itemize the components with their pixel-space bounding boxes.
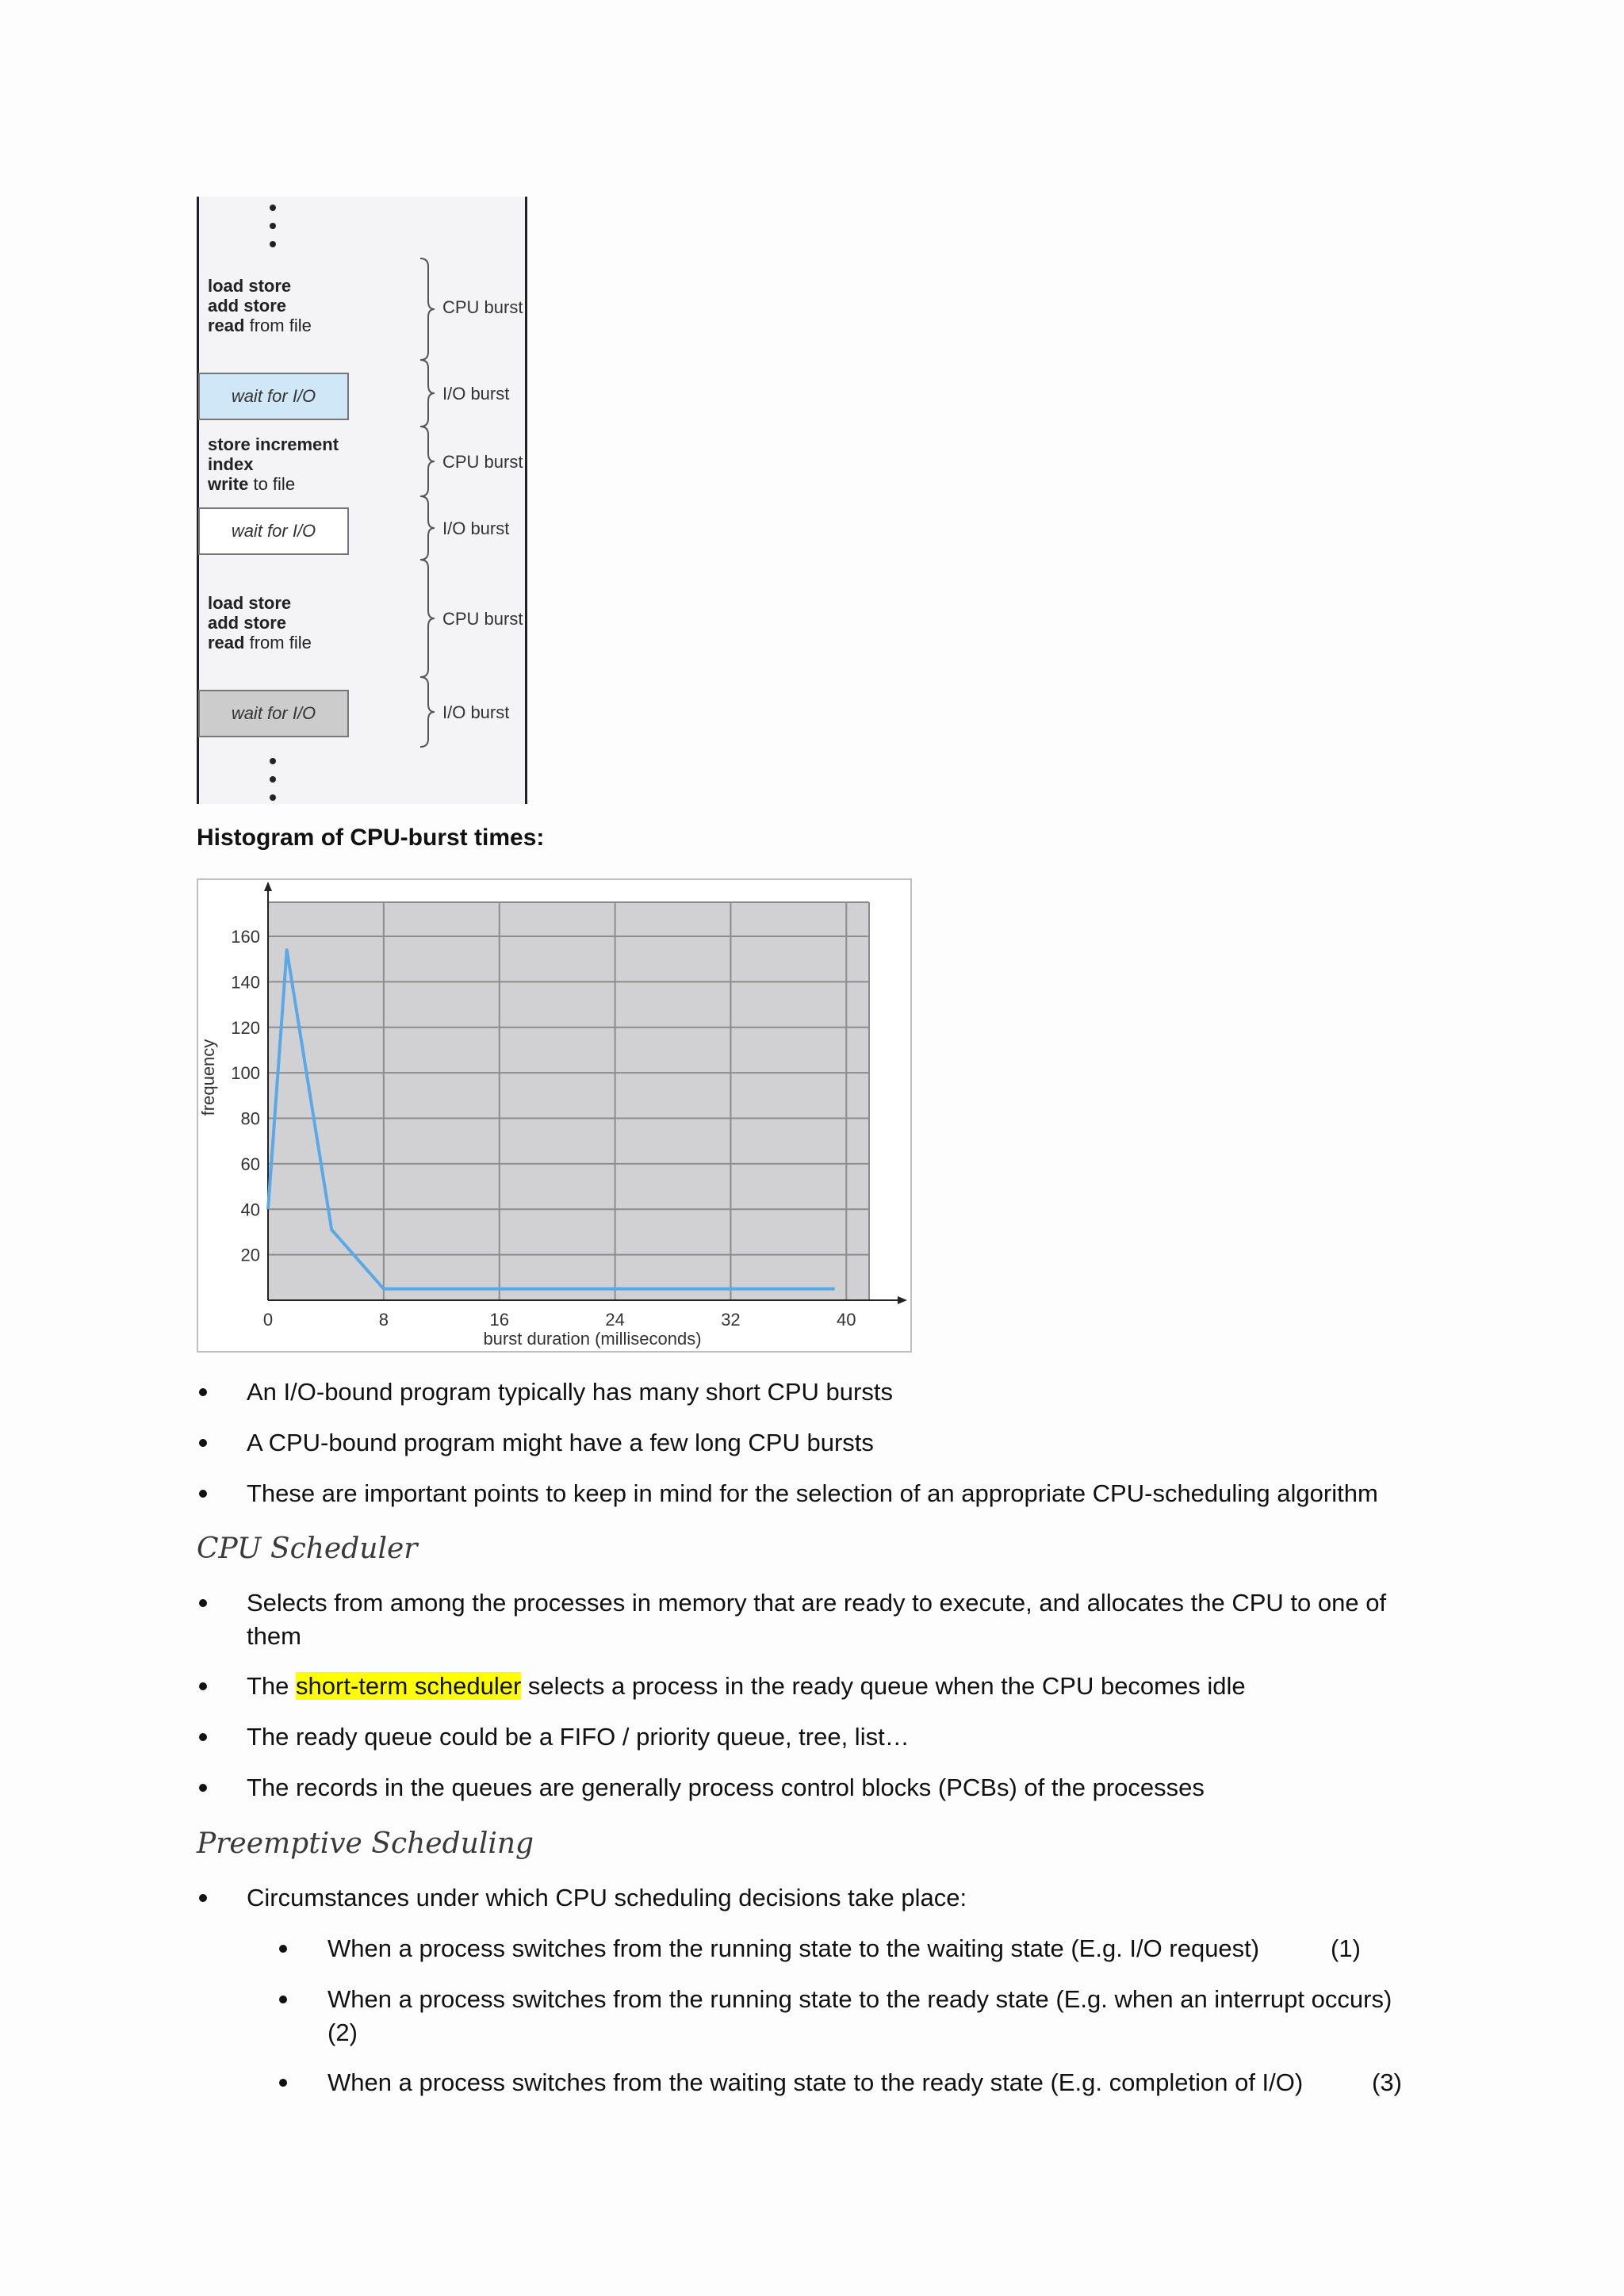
brace-cpu-burst-2 bbox=[420, 427, 435, 496]
highlighted-term: short-term scheduler bbox=[296, 1672, 522, 1700]
instr-text: from file bbox=[244, 633, 312, 652]
bullet-dot bbox=[199, 1733, 207, 1741]
sub-bullet-dot bbox=[279, 1945, 287, 1953]
heading-preemptive-scheduling: Preemptive Scheduling bbox=[197, 1827, 534, 1860]
x-tick-label: 0 bbox=[262, 1310, 274, 1330]
instr-text: write bbox=[208, 474, 249, 494]
bullet-io-bound: An I/O-bound program typically has many short CPU bursts bbox=[247, 1378, 893, 1406]
burst-label-5: CPU burst bbox=[442, 609, 523, 629]
histogram-title: Histogram of CPU-burst times: bbox=[197, 825, 545, 851]
bullet-dot bbox=[199, 1439, 207, 1447]
brace-cpu-burst-1 bbox=[420, 258, 435, 360]
y-tick-label: 140 bbox=[231, 972, 260, 993]
bullet-dot bbox=[199, 1784, 207, 1792]
histogram-plot bbox=[198, 880, 910, 1351]
instr-text: add store bbox=[208, 613, 287, 633]
y-tick-label: 100 bbox=[231, 1063, 260, 1084]
x-tick-label: 24 bbox=[605, 1310, 625, 1330]
brace-io-burst-2 bbox=[420, 496, 435, 560]
bullet-circumstances: Circumstances under which CPU scheduling decisions take place: bbox=[247, 1884, 967, 1911]
burst-label-6: I/O burst bbox=[442, 702, 510, 722]
case-number-1: (1) bbox=[1331, 1934, 1361, 1962]
text-run: The bbox=[247, 1672, 297, 1700]
bullet-dot bbox=[199, 1894, 207, 1902]
sub-bullet-dot bbox=[279, 1996, 287, 2003]
bullet-dot bbox=[199, 1490, 207, 1498]
cpu-io-burst-diagram bbox=[197, 197, 530, 806]
sub-bullet-running-to-waiting: When a process switches from the running state to the waiting state (E.g. I/O request) bbox=[327, 1934, 1260, 1962]
instr-text: store increment bbox=[208, 434, 339, 454]
instr-text: load store bbox=[208, 593, 292, 613]
x-axis-label: burst duration (milliseconds) bbox=[483, 1329, 702, 1349]
instr-text: read bbox=[208, 316, 245, 335]
sub-bullet-running-to-ready-line-2: (2) bbox=[327, 2019, 358, 2046]
sub-bullet-dot bbox=[279, 2079, 287, 2087]
bullet-short-term-scheduler bbox=[247, 1670, 1246, 1703]
y-axis-label: frequency bbox=[198, 1039, 218, 1116]
burst-label-1: CPU burst bbox=[442, 297, 523, 317]
x-tick-label: 32 bbox=[721, 1310, 741, 1330]
instr-text: load store bbox=[208, 276, 292, 296]
y-axis-arrow bbox=[264, 882, 272, 891]
brace-cpu-burst-3 bbox=[420, 560, 435, 677]
burst-label-2: I/O burst bbox=[442, 384, 510, 404]
wait-for-io-box-1: wait for I/O bbox=[198, 373, 349, 420]
x-tick-label: 8 bbox=[378, 1310, 389, 1330]
instr-text: read bbox=[208, 633, 245, 652]
bullet-selects-line-2: them bbox=[247, 1622, 301, 1650]
instr-text: add store bbox=[208, 296, 287, 316]
y-tick-label: 120 bbox=[231, 1017, 260, 1038]
instr-text: index bbox=[208, 454, 254, 474]
cpu-burst-histogram bbox=[197, 878, 912, 1353]
text-run: selects a process in the ready queue when the CPU becomes idle bbox=[521, 1672, 1246, 1700]
y-tick-label: 40 bbox=[240, 1200, 260, 1220]
instr-text: from file bbox=[244, 316, 312, 335]
case-number-3: (3) bbox=[1372, 2068, 1402, 2096]
wait-for-io-box-2: wait for I/O bbox=[198, 507, 349, 555]
y-tick-label: 80 bbox=[240, 1108, 260, 1129]
y-tick-label: 160 bbox=[231, 927, 260, 947]
bullet-cpu-bound: A CPU-bound program might have a few long CPU bursts bbox=[247, 1429, 874, 1456]
y-tick-label: 60 bbox=[240, 1154, 260, 1174]
sub-bullet-running-to-ready-line-1: When a process switches from the running state to the ready state (E.g. when an interrupt occurs) bbox=[327, 1985, 1392, 2013]
burst-label-3: CPU burst bbox=[442, 452, 523, 472]
instr-text: to file bbox=[248, 474, 296, 494]
brace-io-burst-1 bbox=[420, 360, 435, 427]
burst-label-4: I/O burst bbox=[442, 519, 510, 538]
bullet-dot bbox=[199, 1599, 207, 1607]
y-tick-label: 20 bbox=[240, 1245, 260, 1265]
bullet-dot bbox=[199, 1682, 207, 1690]
bullet-important-points: These are important points to keep in mind for the selection of an appropriate CPU-scheduling algorithm bbox=[247, 1479, 1378, 1507]
bullet-pcb-records: The records in the queues are generally process control blocks (PCBs) of the processes bbox=[247, 1774, 1205, 1801]
sub-bullet-waiting-to-ready: When a process switches from the waiting state to the ready state (E.g. completion of I/O) bbox=[327, 2068, 1304, 2096]
bullet-dot bbox=[199, 1388, 207, 1396]
x-tick-label: 40 bbox=[837, 1310, 856, 1330]
x-tick-label: 16 bbox=[489, 1310, 509, 1330]
bullet-ready-queue: The ready queue could be a FIFO / priority queue, tree, list… bbox=[247, 1723, 910, 1751]
plot-area bbox=[268, 902, 869, 1300]
bullet-selects-line-1: Selects from among the processes in memory that are ready to execute, and allocates the CPU to one of bbox=[247, 1589, 1387, 1617]
brace-io-burst-3 bbox=[420, 677, 435, 747]
x-axis-arrow bbox=[898, 1296, 907, 1304]
heading-cpu-scheduler: CPU Scheduler bbox=[197, 1533, 418, 1565]
wait-for-io-box-3: wait for I/O bbox=[198, 690, 349, 737]
